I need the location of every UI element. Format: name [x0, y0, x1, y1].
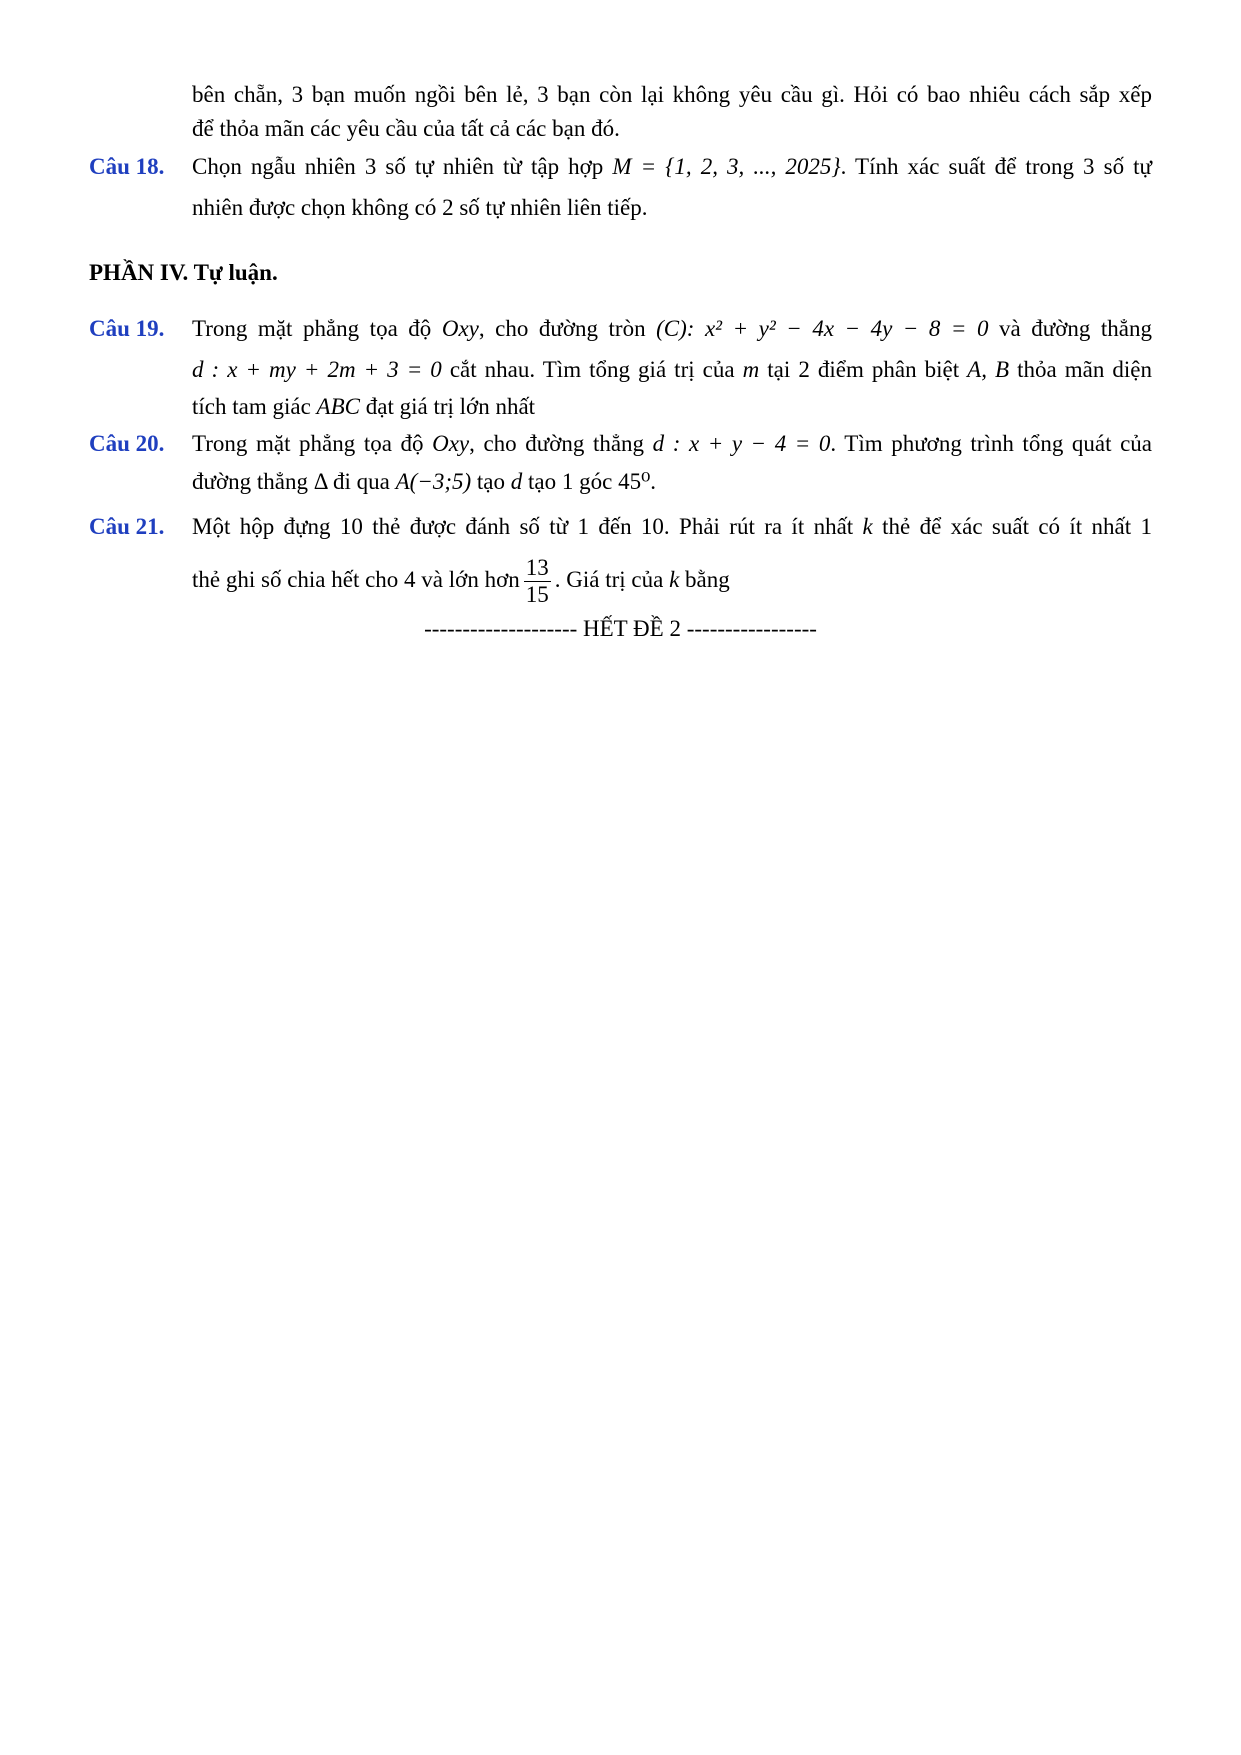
q18-set-formula: M = {1, 2, 3, ..., 2025}	[612, 154, 841, 179]
question-19-line-2	[192, 355, 1152, 385]
q20-math-oxy: Oxy	[432, 431, 470, 456]
question-18-line-1	[192, 152, 1152, 182]
q20-text-e: tạo	[471, 469, 511, 494]
question-21-label: Câu 21.	[89, 514, 165, 539]
q19-circle-equation: (C): x² + y² − 4x − 4y − 8 = 0	[656, 316, 989, 341]
q21-text-e: bằng	[679, 567, 730, 592]
q21-fraction-numerator: 13	[525, 555, 549, 581]
q20-text-b: , cho đường thẳng	[469, 431, 653, 456]
question-20-label: Câu 20.	[89, 431, 165, 456]
q19-text-b: , cho đường tròn	[478, 316, 657, 341]
q20-math-d: d	[510, 469, 523, 494]
q21-text-c: thẻ ghi số chia hết cho 4 và lớn hơn	[192, 567, 520, 592]
question-18-line-2: nhiên được chọn không có 2 số tự nhiên liên tiếp.	[192, 195, 648, 220]
q19-math-oxy: Oxy	[441, 316, 479, 341]
question-19-line-1	[192, 314, 1152, 344]
q19-line-equation: d : x + my + 2m + 3 = 0	[192, 357, 442, 382]
q19-text-g: tích tam giác	[192, 394, 317, 419]
q19-text-h: đạt giá trị lớn nhất	[360, 394, 536, 419]
question-19-label: Câu 19.	[89, 316, 165, 341]
q18-text-a: Chọn ngẫu nhiên 3 số tự nhiên từ tập hợp	[192, 154, 613, 179]
q19-text-a: Trong mặt phẳng tọa độ	[192, 316, 442, 341]
q21-fraction-denominator: 15	[525, 582, 549, 608]
q19-math-m: m	[742, 357, 760, 382]
q21-text-a: Một hộp đựng 10 thẻ được đánh số từ 1 đến 10. Phải rút ra ít nhất	[192, 514, 863, 539]
q20-text-f: tạo 1 góc 45⁰.	[522, 469, 657, 494]
q21-math-k: k	[862, 514, 873, 539]
q19-text-e: tại 2 điểm phân biệt	[759, 357, 968, 382]
q21-text-d: . Giá trị của	[554, 567, 670, 592]
question-20-line-1	[192, 429, 1152, 459]
q19-text-d: cắt nhau. Tìm tổng giá trị của	[441, 357, 743, 382]
q19-text-f: thỏa mãn diện	[1009, 357, 1152, 382]
q18-text-b: . Tính xác suất để trong 3 số tự	[840, 154, 1152, 179]
q21-text-b: thẻ để xác suất có ít nhất 1	[872, 514, 1152, 539]
question-20-line-2	[192, 467, 656, 497]
q20-text-a: Trong mặt phẳng tọa độ	[192, 431, 433, 456]
q19-math-ab: A, B	[967, 357, 1010, 382]
q21-fraction	[524, 555, 551, 608]
q19-math-abc: ABC	[316, 394, 360, 419]
q20-text-c: . Tìm phương trình tổng quát của	[830, 431, 1152, 456]
question-21-line-1	[192, 512, 1152, 542]
intro-line-2: để thỏa mãn các yêu cầu của tất cả các bạn đó.	[192, 116, 620, 141]
q20-point-a: A(−3;5)	[395, 469, 472, 494]
section-title: PHẦN IV. Tự luận.	[89, 260, 278, 285]
q20-line-equation: d : x + y − 4 = 0	[652, 431, 831, 456]
intro-line-1: bên chẵn, 3 bạn muốn ngồi bên lẻ, 3 bạn còn lại không yêu cầu gì. Hỏi có bao nhiêu cách sắp xếp	[192, 82, 1152, 107]
q19-text-c: và đường thẳng	[988, 316, 1153, 341]
question-18-label: Câu 18.	[89, 154, 165, 179]
question-19-line-3	[192, 392, 535, 422]
q20-text-d: đường thẳng Δ đi qua	[192, 469, 396, 494]
question-21-line-2	[192, 550, 730, 610]
q21-math-k-2: k	[669, 567, 680, 592]
end-of-exam-marker: -------------------- HẾT ĐỀ 2 -----------------	[424, 616, 817, 641]
